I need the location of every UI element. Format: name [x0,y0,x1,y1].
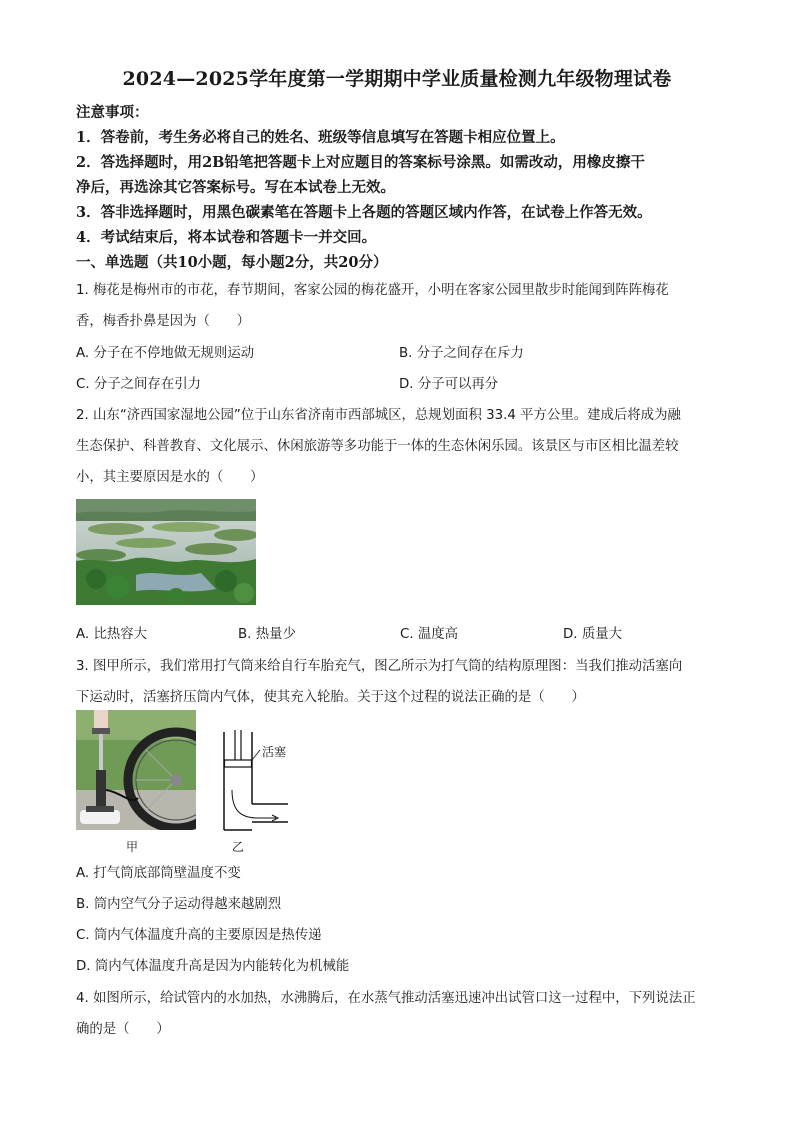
q1-option-c: C. 分子之间存在引力 [76,377,201,392]
question-4-text: 确的是（ ） [76,1022,170,1037]
q2-option-a: A. 比热容大 [76,627,147,642]
bike-pump-photo [76,710,196,830]
q2-option-c: C. 温度高 [400,627,459,642]
question-2-text: 2. 山东“济西国家湿地公园”位于山东省济南市西部城区，总规划面积 33.4 平方公里。建成后将成为融 [76,408,681,423]
wetland-photo [76,499,256,605]
question-4-text: 4. 如图所示，给试管内的水加热，水沸腾后，在水蒸气推动活塞迅速冲出试管口这一过程中，下列说法正 [76,991,696,1006]
piston-label: 活塞 [262,745,287,759]
question-3-text: 下运动时，活塞挤压筒内气体，使其充入轮胎。关于这个过程的说法正确的是（ ） [76,690,585,705]
figure-caption-a: 甲 [126,840,139,854]
question-3-text: 3. 图甲所示，我们常用打气筒来给自行车胎充气，图乙所示为打气筒的结构原理图：当我们推动活塞向 [76,659,683,674]
question-2-text: 小，其主要原因是水的（ ） [76,470,264,485]
figure-caption-b: 乙 [232,840,245,854]
question-1-text: 1. 梅花是梅州市的市花，春节期间，客家公园的梅花盛开，小明在客家公园里散步时能闻到阵阵梅花 [76,283,669,298]
notice-item: 4．考试结束后，将本试卷和答题卡一并交回。 [76,229,377,246]
q1-option-a: A. 分子在不停地做无规则运动 [76,346,255,361]
q1-option-b: B. 分子之间存在斥力 [399,346,524,361]
q3-option-a: A. 打气筒底部筒壁温度不变 [76,866,241,881]
section-heading: 一、单选题（共10小题，每小题2分，共20分） [76,254,388,271]
q2-option-b: B. 热量少 [238,627,296,642]
notice-heading: 注意事项： [76,104,149,121]
notice-item: 净后，再选涂其它答案标号。写在本试卷上无效。 [76,179,395,196]
question-2-text: 生态保护、科普教育、文化展示、休闲旅游等多功能于一体的生态休闲乐园。该景区与市区相比温差较 [76,439,679,454]
q3-option-c: C. 筒内气体温度升高的主要原因是热传递 [76,928,322,943]
page-title: 2024—2025学年度第一学期期中学业质量检测九年级物理试卷 [122,68,672,90]
q1-option-d: D. 分子可以再分 [399,377,499,392]
q3-option-b: B. 筒内空气分子运动得越来越剧烈 [76,897,282,912]
notice-item: 2．答选择题时，用2B铅笔把答题卡上对应题目的答案标号涂黑。如需改动，用橡皮擦干 [76,154,645,171]
notice-item: 3．答非选择题时，用黑色碳素笔在答题卡上各题的答题区域内作答，在试卷上作答无效。 [76,204,652,221]
q3-option-d: D. 筒内气体温度升高是因为内能转化为机械能 [76,959,350,974]
q2-option-d: D. 质量大 [563,627,622,642]
question-1-text: 香，梅香扑鼻是因为（ ） [76,314,251,329]
notice-item: 1．答卷前，考生务必将自己的姓名、班级等信息填写在答题卡相应位置上。 [76,129,565,146]
